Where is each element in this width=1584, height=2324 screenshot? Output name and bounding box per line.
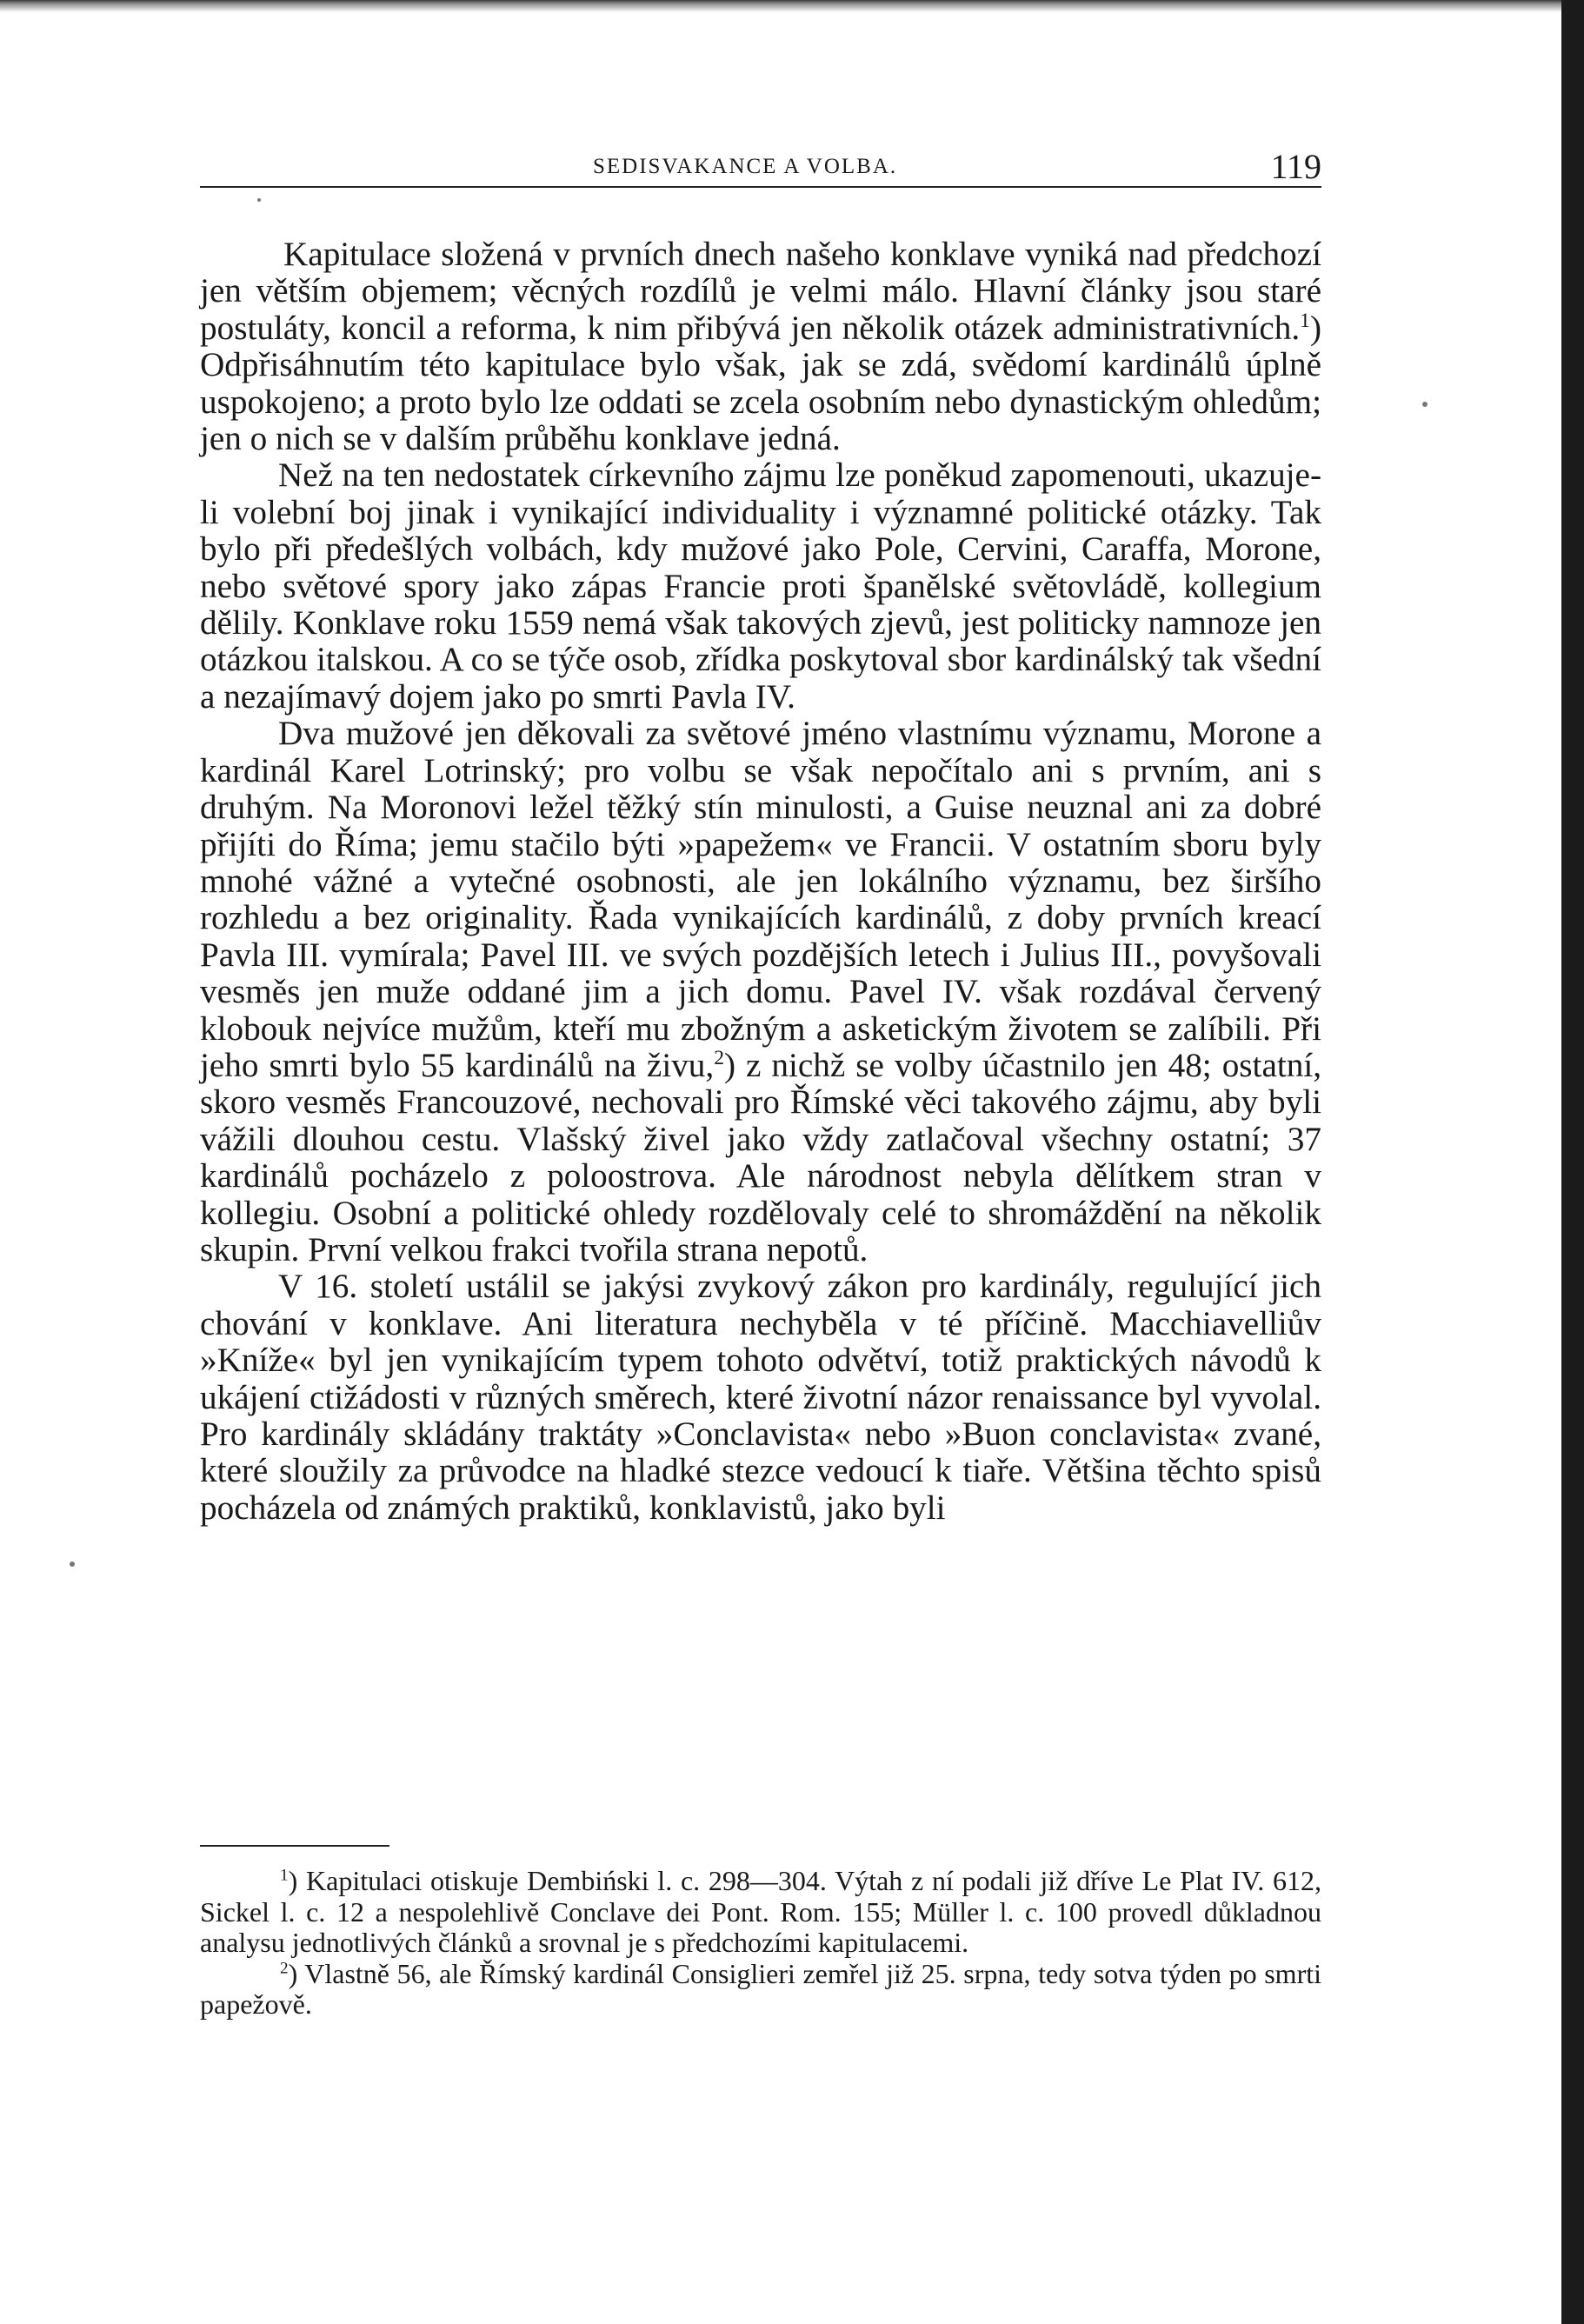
- footnote-ref-2: 2: [714, 1046, 724, 1069]
- footnote-2: [200, 1959, 1321, 2021]
- scan-speck: [70, 1562, 75, 1567]
- footnote-ref-1: 1: [1300, 309, 1310, 332]
- main-text: [200, 236, 1321, 1527]
- scan-speck: [257, 198, 261, 202]
- footnote-1: [200, 1866, 1321, 1959]
- footnote-1-text: ) Kapitulaci otiskuje Dembiński l. c. 298—304. Výtah z ní podali již dříve Le Plat IV. 612, Sickel l. c. 12 a nespolehlivě Conclave dei Pont. Rom. 155; Müller l. c. 100 provedl důkladnou analysu jednotlivých článků a srovnal je s předchozími kapitulacemi.: [200, 1865, 1321, 1958]
- scan-right-edge: [1561, 0, 1584, 2324]
- scan-top-edge: [0, 0, 1561, 12]
- footnote-2-text: ) Vlastně 56, ale Římský kardinál Consiglieri zemřel již 25. srpna, tedy sotva týden po smrti papežově.: [200, 1957, 1321, 2020]
- paragraph-3-text-b: ) z nichž se volby účastnilo jen 48; ostatní, skoro vesměs Francouzové, nechovali pro Římské věci takového zájmu, aby byli vážili dlouhou cestu. Vlašský živel jako vždy zatlačoval všechny ostatní; 37 kardinálů pocházelo z poloostrova. Ale národnost nebyla dělítkem stran v kollegiu. Osobní a politické ohledy rozdělovaly celé to shromáždění na několik skupin. První velkou frakci tvořila strana nepotů.: [200, 1046, 1321, 1269]
- footnotes: [200, 1866, 1321, 2021]
- footnote-rule: [200, 1845, 389, 1847]
- paragraph-2: Než na ten nedostatek církevního zájmu lze poněkud zapomenouti, ukazuje-li volební boj jinak i vynikající individuality i významné politické otázky. Tak bylo při předešlých volbách, kdy mužové jako Pole, Cervini, Caraffa, Morone, nebo světové spory jako zápas Francie proti španělské světovládě, kollegium dělily. Konklave roku 1559 nemá však takových zjevů, jest politicky namnoze jen otázkou italskou. A co se týče osob, zřídka poskytoval sbor kardinálský tak všední a nezajímavý dojem jako po smrti Pavla IV.: [200, 456, 1321, 716]
- page-number: 119: [1270, 147, 1321, 186]
- paragraph-1: [200, 236, 1321, 457]
- running-title: SEDISVAKANCE A VOLBA.: [593, 155, 898, 178]
- footnote-marker-1: 1: [280, 1866, 289, 1885]
- paragraph-3-text-a: Dva mužové jen děkovali za světové jméno vlastnímu významu, Morone a kardinál Karel Lotrinský; pro volbu se však nepočítalo ani s prvním, ani s druhým. Na Moronovi ležel těžký stín minulosti, a Guise neuznal ani za dobré přijíti do Říma; jemu stačilo býti »papežem« ve Francii. V ostatním sboru byly mnohé vážné a vytečné osobnosti, ale jen lokálního významu, bez širšího rozhledu a bez originality. Řada vynikajících kardinálů, z doby prvních kreací Pavla III. vymírala; Pavel III. ve svých pozdějších letech i Julius III., povyšovali vesměs jen muže oddané jim a jich domu. Pavel IV. však rozdával červený klobouk nejvíce mužům, kteří mu zbožným a asketickým životem se zalíbili. Při jeho smrti bylo 55 kardinálů na živu,: [200, 715, 1321, 1084]
- running-head: [200, 146, 1321, 186]
- paragraph-4: V 16. století ustálil se jakýsi zvykový zákon pro kardinály, regulující jich chování v konklave. Ani literatura nechyběla v té příčině. Macchiavelliův »Kníže« byl jen vynikajícím typem tohoto odvětví, totiž praktických návodů k ukájení ctižádosti v různých směrech, které životní názor renaissance byl vyvolal. Pro kardinály skládány traktáty »Conclavista« nebo »Buon conclavista« zvané, které sloužily za průvodce na hladké stezce vedoucí k tiaře. Většina těchto spisů pocházela od známých praktiků, konklavistů, jako byli: [200, 1268, 1321, 1527]
- header-rule: [200, 186, 1321, 188]
- scan-speck: [1422, 402, 1428, 407]
- paragraph-3: [200, 716, 1321, 1269]
- paragraph-1-text-a: Kapitulace složená v prvních dnech našeho konklave vyniká nad předchozí jen větším objemem; věcných rozdílů je velmi málo. Hlavní články jsou staré postuláty, koncil a reforma, k nim přibývá jen několik otázek administrativních.: [200, 236, 1321, 347]
- footnote-marker-2: 2: [280, 1958, 289, 1977]
- paragraph-1-text-b: ) Odpřisáhnutím této kapitulace bylo však, jak se zdá, svědomí kardinálů úplně uspokojeno; a proto bylo lze oddati se zcela osobním nebo dynastickým ohledům; jen o nich se v dalším průběhu konklave jedná.: [200, 309, 1321, 458]
